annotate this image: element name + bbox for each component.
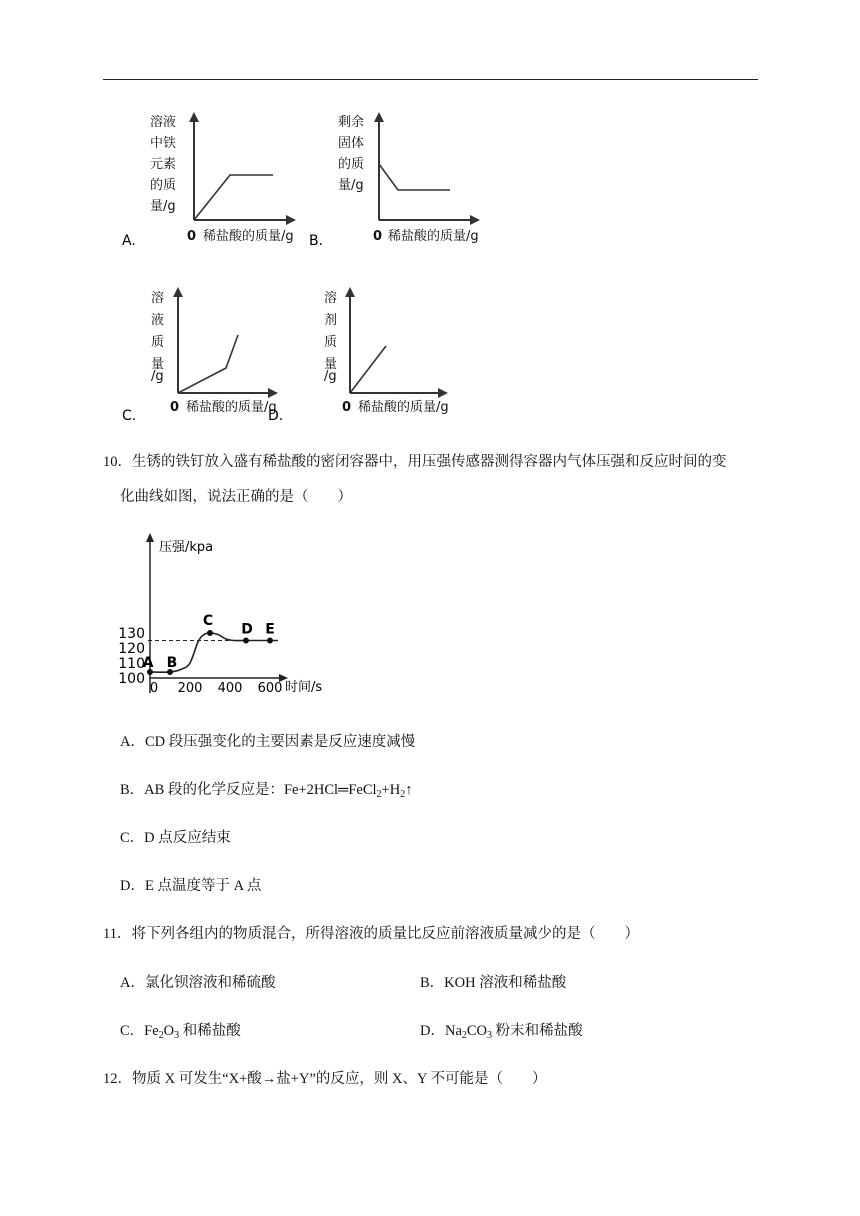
graph-a-xlabel: 稀盐酸的质量/g — [203, 229, 294, 244]
pc-point-label-B: B — [166, 655, 178, 671]
graph-b — [310, 108, 510, 248]
pc-ytick-120: 120 — [118, 641, 145, 657]
graph-a-ylabel-4: 的质 — [150, 178, 177, 193]
pc-xtick-400: 400 — [217, 681, 243, 696]
q11-option-c-o: O — [163, 1023, 175, 1039]
q10-option-b-sub1: 2 — [376, 789, 382, 800]
q12-stem: 12．物质 X 可发生“X+酸→盐+Y”的反应，则 X、Y 不可能是（ ） — [103, 1071, 547, 1087]
graph-b-x-arrow — [470, 215, 480, 225]
q11-option-d — [420, 1021, 583, 1041]
q10-option-b-plus: +H — [381, 782, 401, 798]
graph-a-origin: 0 — [187, 229, 197, 244]
graph-b-curve — [379, 164, 450, 190]
pc-ytick-130: 130 — [118, 626, 145, 642]
pc-point-E — [267, 638, 273, 644]
pc-ytick-110: 110 — [118, 656, 145, 672]
graph-a-ylabel-2: 中铁 — [150, 136, 177, 151]
pc-xtick-200: 200 — [177, 681, 203, 696]
pc-point-D — [243, 638, 249, 644]
q11-stem: 11．将下列各组内的物质混合，所得溶液的质量比反应前溶液质量减少的是（ ） — [103, 926, 639, 942]
graph-c-xlabel: 稀盐酸的质量/g — [186, 400, 277, 415]
graph-d-ylabel-5: /g — [324, 369, 337, 384]
graph-d-ylabel-4: 量 — [324, 357, 338, 372]
q11-option-a: A．氯化钡溶液和稀硫酸 — [120, 975, 276, 991]
q11-option-d-pre: D．Na — [420, 1023, 462, 1039]
q10-option-b-mid: FeCl — [348, 782, 377, 798]
graph-c-ylabel-1: 溶 — [151, 291, 165, 306]
header-rule — [103, 79, 758, 80]
q10-option-d: D．E 点温度等于 A 点 — [120, 878, 262, 894]
q11-option-c — [120, 1021, 241, 1041]
pc-point-label-C: C — [202, 613, 214, 629]
graph-b-ylabel-2: 固体 — [338, 136, 365, 151]
pc-xlabel: 时间/s — [285, 680, 323, 695]
q11-option-b: B．KOH 溶液和稀盐酸 — [420, 975, 567, 991]
graph-a-ylabel-1: 溶液 — [150, 115, 177, 130]
graph-d-curve — [350, 346, 386, 393]
q10-option-b-arrow: ↑ — [405, 782, 413, 798]
q11-option-d-post: 粉末和稀盐酸 — [492, 1023, 583, 1039]
graph-c-origin: 0 — [170, 400, 180, 415]
q10-option-b-prefix: B．AB 段的化学反应是：Fe+2HCl — [120, 782, 339, 798]
graph-b-ylabel-4: 量/g — [338, 178, 364, 193]
pc-xtick-600: 600 — [257, 681, 283, 696]
graph-a-letter: A. — [122, 233, 136, 249]
pc-point-C — [207, 630, 213, 636]
q10-option-a: A．CD 段压强变化的主要因素是反应速度减慢 — [120, 734, 416, 750]
q10-option-b-eq: ═ — [338, 782, 349, 798]
graph-c-ylabel-4: 量 — [151, 357, 165, 372]
q11-option-d-sub2: 3 — [487, 1030, 493, 1041]
graph-c-curve — [178, 335, 238, 393]
graph-c-letter: C. — [122, 408, 137, 424]
graph-d-y-arrow — [345, 287, 355, 297]
graph-d-x-arrow — [438, 388, 448, 398]
graph-c-ylabel-5: /g — [151, 369, 164, 384]
graph-a-y-arrow — [189, 112, 199, 122]
graph-d-ylabel-2: 剂 — [324, 313, 338, 328]
graph-b-y-arrow — [374, 112, 384, 122]
q10-option-b-sub2: 2 — [400, 789, 406, 800]
graph-d-ylabel-1: 溶 — [324, 291, 338, 306]
graph-b-letter: B. — [309, 233, 324, 249]
pc-point-label-A: A — [142, 655, 154, 671]
graph-d-xlabel: 稀盐酸的质量/g — [358, 400, 449, 415]
q11-option-c-post: 和稀盐酸 — [179, 1023, 241, 1039]
graph-c-y-arrow — [173, 287, 183, 297]
graph-d-ylabel-3: 质 — [324, 335, 338, 350]
graph-c-ylabel-2: 液 — [151, 313, 165, 328]
pc-point-label-D: D — [241, 621, 253, 638]
pc-y-arrow — [146, 533, 154, 542]
graph-a — [118, 108, 318, 248]
graph-b-ylabel-3: 的质 — [338, 157, 365, 172]
graph-a-curve — [194, 175, 273, 220]
q11-option-c-sub1: 2 — [158, 1030, 164, 1041]
graph-b-origin: 0 — [373, 229, 383, 244]
pressure-chart — [118, 528, 348, 703]
graph-a-x-arrow — [286, 215, 296, 225]
graph-a-ylabel-5: 量/g — [150, 199, 176, 214]
q10-option-c: C．D 点反应结束 — [120, 830, 231, 846]
graph-d-origin: 0 — [342, 400, 352, 415]
graph-b-xlabel: 稀盐酸的质量/g — [388, 229, 479, 244]
q11-option-d-sub1: 2 — [461, 1030, 467, 1041]
pc-ytick-100: 100 — [118, 671, 145, 687]
graph-d — [268, 283, 478, 423]
q11-option-c-sub2: 3 — [174, 1030, 180, 1041]
q10-stem-line2: 化曲线如图，说法正确的是（ ） — [120, 489, 352, 505]
q11-option-c-pre: C．Fe — [120, 1023, 159, 1039]
pc-ylabel: 压强/kpa — [159, 540, 214, 555]
pc-point-label-E: E — [265, 621, 275, 638]
q10-stem-line1: 10．生锈的铁钉放入盛有稀盐酸的密闭容器中，用压强传感器测得容器内气体压强和反应时间的变 — [103, 454, 727, 470]
graph-d-letter: D. — [268, 408, 284, 424]
graph-a-ylabel-3: 元素 — [150, 157, 177, 172]
q10-option-b — [120, 780, 412, 800]
graph-c-ylabel-3: 质 — [151, 335, 165, 350]
q11-option-d-co: CO — [466, 1023, 488, 1039]
graph-b-ylabel-1: 剩余 — [338, 115, 365, 130]
pc-xtick-0: 0 — [149, 681, 159, 696]
